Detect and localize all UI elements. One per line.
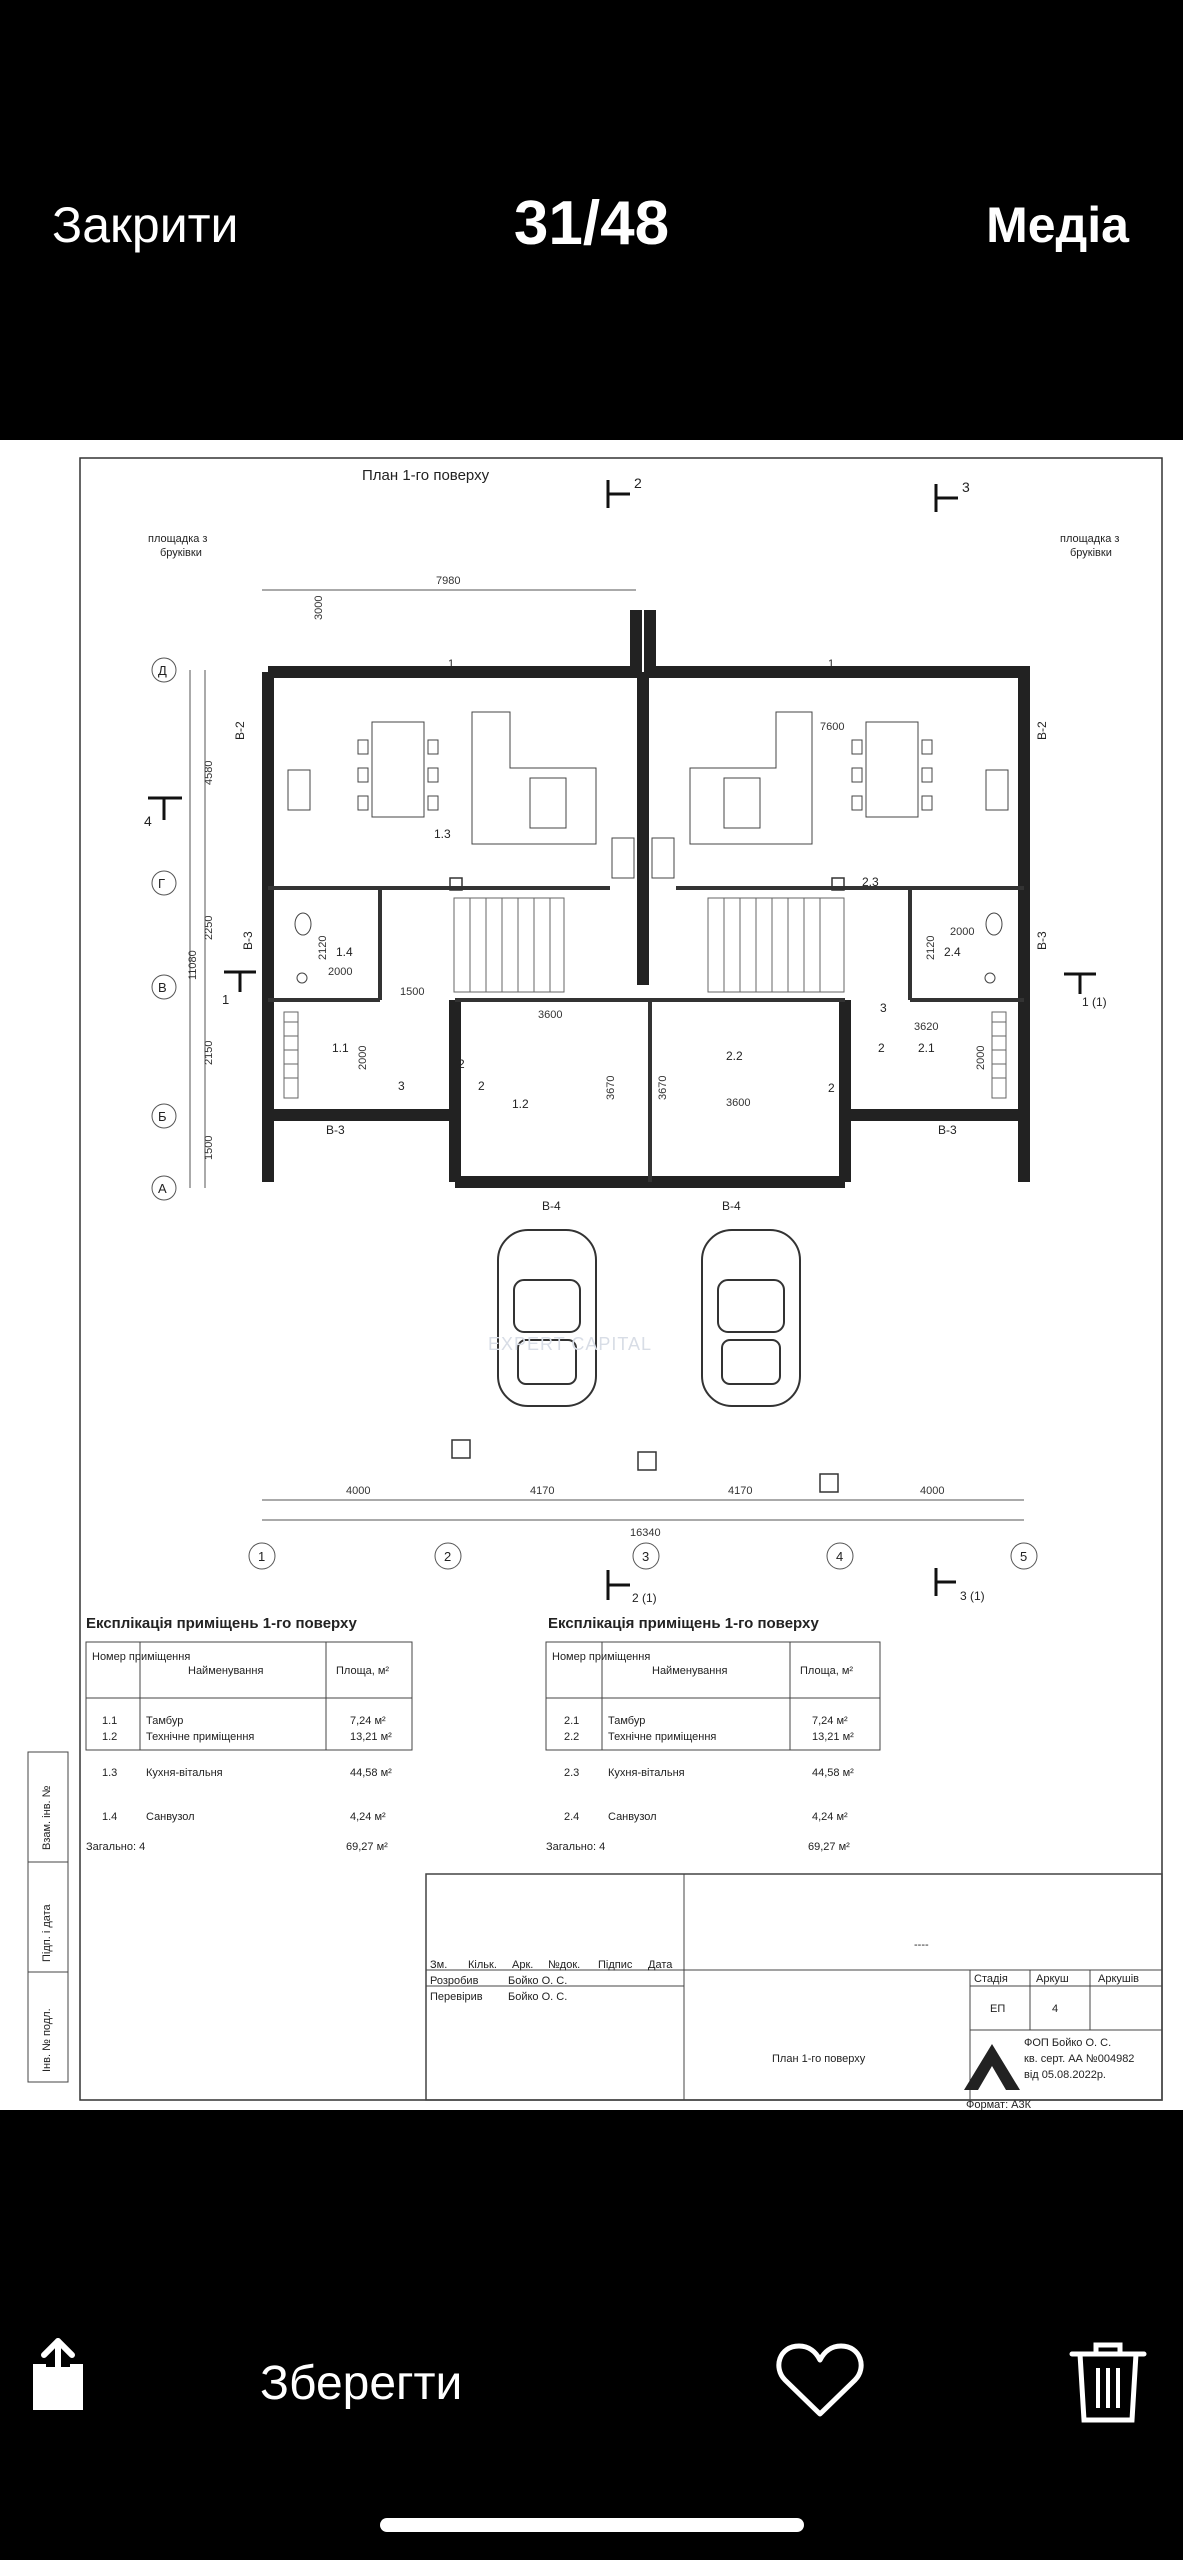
svg-text:2 (1): 2 (1) (632, 1591, 657, 1605)
svg-text:44,58 м²: 44,58 м² (350, 1767, 392, 1779)
svg-text:Перевірив: Перевірив (430, 1991, 483, 2003)
wall-tag-b3-right: В-3 (1035, 931, 1049, 950)
dim-4580: 4580 (203, 760, 215, 785)
svg-text:1: 1 (258, 1549, 266, 1564)
svg-text:Санвузол: Санвузол (146, 1811, 195, 1823)
svg-text:В: В (158, 980, 167, 995)
svg-text:Підпис: Підпис (598, 1959, 633, 1971)
share-icon (26, 2335, 90, 2413)
svg-text:Тамбур: Тамбур (608, 1715, 646, 1727)
door-tag-4: 2 (878, 1041, 885, 1055)
dim-2120-a: 2120 (317, 935, 329, 960)
svg-text:69,27 м²: 69,27 м² (346, 1841, 388, 1853)
svg-text:Номер приміщення: Номер приміщення (92, 1651, 191, 1663)
svg-text:1.4: 1.4 (102, 1811, 118, 1823)
watermark: EXPERT CAPITAL (488, 1334, 653, 1354)
svg-text:1.2: 1.2 (102, 1731, 118, 1743)
side-stamp (28, 1752, 68, 2082)
dim-bottom-2: 4170 (530, 1485, 555, 1497)
top-bar (0, 0, 1183, 440)
svg-text:Бойко О. С.: Бойко О. С. (508, 1975, 568, 1987)
site-note-left-1: площадка з (148, 533, 208, 545)
bottom-bar (0, 2110, 1183, 2560)
svg-text:2.1: 2.1 (564, 1715, 580, 1727)
dim-3600-b: 3600 (726, 1097, 751, 1109)
home-indicator[interactable] (380, 2518, 804, 2532)
svg-text:5: 5 (1020, 1549, 1028, 1564)
room-2-1: 2.1 (918, 1041, 935, 1055)
svg-text:від 05.08.2022р.: від 05.08.2022р. (1024, 2069, 1106, 2081)
svg-text:2: 2 (634, 475, 642, 491)
svg-text:1.3: 1.3 (102, 1767, 118, 1779)
svg-text:Номер приміщення: Номер приміщення (552, 1651, 651, 1663)
svg-text:№док.: №док. (548, 1959, 581, 1971)
dim-2000-d: 2000 (975, 1045, 987, 1070)
dim-3670-b: 3670 (657, 1075, 669, 1100)
svg-text:ФОП Бойко О. С.: ФОП Бойко О. С. (1024, 2037, 1112, 2049)
trash-icon (1068, 2340, 1148, 2425)
svg-text:4: 4 (144, 813, 152, 829)
wall-tag-b2-left: В-2 (233, 721, 247, 740)
top-dim: 7980 (436, 575, 461, 587)
svg-text:Експлікація приміщень 1-го пов: Експлікація приміщень 1-го поверху (86, 1615, 357, 1632)
room-2-2: 2.2 (726, 1049, 743, 1063)
svg-text:Кільк.: Кільк. (468, 1959, 497, 1971)
svg-text:Тамбур: Тамбур (146, 1715, 184, 1727)
svg-text:4: 4 (836, 1549, 844, 1564)
svg-text:Г: Г (158, 876, 166, 891)
dim-2120-b: 2120 (925, 935, 937, 960)
floor-plan-image[interactable] (0, 440, 1183, 2110)
wall-tag-b1-right: 1 (828, 658, 835, 670)
svg-text:13,21 м²: 13,21 м² (812, 1731, 854, 1743)
svg-text:Аркуш: Аркуш (1036, 1973, 1069, 1985)
save-button[interactable]: Зберегти (260, 2357, 463, 2410)
wall-tag-b3-bottom-left: В-3 (326, 1123, 345, 1137)
delete-button[interactable] (1068, 2340, 1148, 2425)
svg-text:69,27 м²: 69,27 м² (808, 1841, 850, 1853)
svg-text:3: 3 (642, 1549, 650, 1564)
door-tag-6: 3 (398, 1079, 405, 1093)
svg-text:Площа, м²: Площа, м² (800, 1665, 854, 1677)
site-note-right-1: площадка з (1060, 533, 1120, 545)
svg-text:Взам. інв. №: Взам. інв. № (41, 1785, 53, 1850)
room-2-3: 2.3 (862, 875, 879, 889)
wall-tag-b4-right: В-4 (722, 1199, 741, 1213)
svg-text:3: 3 (962, 479, 970, 495)
dim-bottom-3: 4170 (728, 1485, 753, 1497)
svg-text:Стадія: Стадія (974, 1973, 1008, 1985)
svg-text:1: 1 (222, 992, 230, 1007)
dim-bottom-4: 4000 (920, 1485, 945, 1497)
like-button[interactable] (775, 2340, 865, 2420)
share-button[interactable] (26, 2335, 90, 2413)
site-note-left-2: бруківки (160, 547, 202, 559)
svg-text:План 1-го поверху: План 1-го поверху (772, 2053, 866, 2065)
door-tag-5: 3 (880, 1001, 887, 1015)
dim-2250: 2250 (203, 915, 215, 940)
svg-text:Технічне приміщення: Технічне приміщення (608, 1731, 717, 1743)
car-left (498, 1230, 596, 1406)
dim-1500: 1500 (203, 1135, 215, 1160)
svg-text:2: 2 (444, 1549, 452, 1564)
wall-tag-b4-left: В-4 (542, 1199, 561, 1213)
dim-3600-a: 3600 (538, 1009, 563, 1021)
svg-text:44,58 м²: 44,58 м² (812, 1767, 854, 1779)
svg-text:Бойко О. С.: Бойко О. С. (508, 1991, 568, 2003)
sheet-format: Формат: А3К (966, 2099, 1032, 2110)
dim-7600: 7600 (820, 721, 845, 733)
dim-2000-a: 2000 (328, 966, 353, 978)
svg-text:Кухня-вітальня: Кухня-вітальня (146, 1767, 223, 1779)
site-note-right-2: бруківки (1070, 547, 1112, 559)
room-1-3: 1.3 (434, 827, 451, 841)
svg-text:4: 4 (1052, 2003, 1059, 2015)
dim-bottom-1: 4000 (346, 1485, 371, 1497)
dim-3620: 3620 (914, 1021, 939, 1033)
door-tag-1: 2 (458, 1057, 465, 1071)
svg-text:4,24 м²: 4,24 м² (350, 1811, 386, 1823)
svg-text:Д: Д (158, 663, 167, 678)
wall-tag-b3-bottom-right: В-3 (938, 1123, 957, 1137)
room-2-4: 2.4 (944, 945, 961, 959)
svg-text:1 (1): 1 (1) (1082, 995, 1107, 1009)
svg-text:Площа, м²: Площа, м² (336, 1665, 390, 1677)
sheet-frame (80, 458, 1162, 2100)
svg-text:Експлікація приміщень 1-го пов: Експлікація приміщень 1-го поверху (548, 1615, 819, 1632)
photo-counter: 31/48 (513, 189, 670, 258)
dim-2000-b: 2000 (357, 1045, 369, 1070)
wall-tag-b1: 1 (448, 658, 455, 670)
dim-3670-a: 3670 (605, 1075, 617, 1100)
svg-text:Дата: Дата (648, 1959, 673, 1971)
svg-text:Санвузол: Санвузол (608, 1811, 657, 1823)
floor-plan-drawing (0, 440, 1183, 2110)
svg-text:1.1: 1.1 (102, 1715, 118, 1727)
svg-text:3 (1): 3 (1) (960, 1589, 985, 1603)
svg-text:Найменування: Найменування (652, 1665, 728, 1677)
dim-bottom-total: 16340 (630, 1527, 661, 1539)
svg-text:2.2: 2.2 (564, 1731, 580, 1743)
svg-text:А: А (158, 1181, 167, 1196)
wall-tag-b3-left: В-3 (241, 931, 255, 950)
svg-text:Найменування: Найменування (188, 1665, 264, 1677)
wall-tag-b2-right: В-2 (1035, 721, 1049, 740)
svg-text:13,21 м²: 13,21 м² (350, 1731, 392, 1743)
svg-text:4,24 м²: 4,24 м² (812, 1811, 848, 1823)
svg-text:2.3: 2.3 (564, 1767, 580, 1779)
svg-text:Зм.: Зм. (430, 1959, 448, 1971)
svg-text:7,24 м²: 7,24 м² (350, 1715, 386, 1727)
svg-text:Інв. № подл.: Інв. № подл. (41, 2008, 53, 2072)
svg-text:----: ---- (914, 1939, 929, 1951)
svg-text:Арк.: Арк. (512, 1959, 534, 1971)
svg-text:кв. серт. АА №004982: кв. серт. АА №004982 (1024, 2053, 1135, 2065)
dim-3000: 3000 (313, 595, 325, 620)
dim-2150: 2150 (203, 1040, 215, 1065)
room-1-1: 1.1 (332, 1041, 349, 1055)
door-tag-2: 2 (478, 1079, 485, 1093)
media-button[interactable]: Медіа (986, 197, 1129, 253)
svg-text:Аркушів: Аркушів (1098, 1973, 1140, 1985)
svg-text:2.4: 2.4 (564, 1811, 580, 1823)
room-1-2: 1.2 (512, 1097, 529, 1111)
svg-text:ЕП: ЕП (990, 2003, 1006, 2015)
dim-1500: 1500 (400, 986, 425, 998)
svg-text:7,24 м²: 7,24 м² (812, 1715, 848, 1727)
svg-text:Загально: 4: Загально: 4 (546, 1841, 606, 1853)
svg-text:Розробив: Розробив (430, 1975, 479, 1987)
heart-icon (775, 2340, 865, 2420)
svg-text:Технічне приміщення: Технічне приміщення (146, 1731, 255, 1743)
dim-11080: 11080 (187, 950, 199, 980)
close-button[interactable]: Закрити (52, 197, 239, 253)
svg-text:Загально: 4: Загально: 4 (86, 1841, 146, 1853)
dim-2000-c: 2000 (950, 926, 975, 938)
car-right (702, 1230, 800, 1406)
svg-text:Б: Б (158, 1109, 167, 1124)
plan-title: План 1-го поверху (362, 467, 490, 484)
svg-text:Кухня-вітальня: Кухня-вітальня (608, 1767, 685, 1779)
door-tag-3: 2 (828, 1081, 835, 1095)
room-1-4: 1.4 (336, 945, 353, 959)
svg-text:Підп. і дата: Підп. і дата (41, 1904, 53, 1962)
